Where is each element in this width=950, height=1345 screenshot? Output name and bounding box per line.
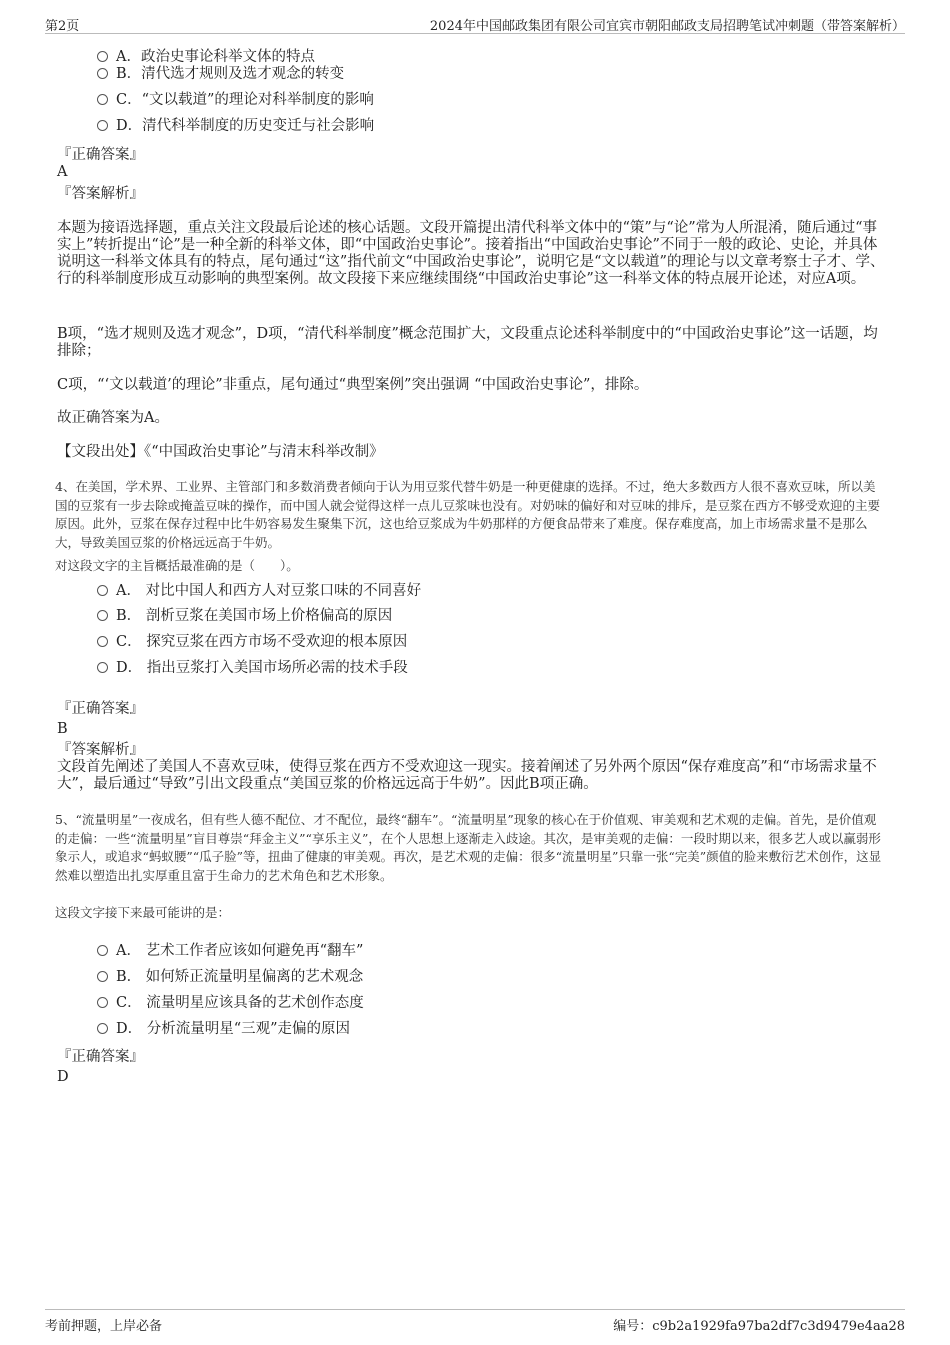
radio-icon[interactable] [97, 585, 108, 596]
q4-option-a[interactable]: A． 对比中国人和西方人对豆浆口味的不同喜好 [97, 582, 421, 600]
radio-icon[interactable] [97, 68, 108, 79]
q3-option-d[interactable]: D．清代科举制度的历史变迁与社会影响 [97, 117, 374, 135]
q5-stem: 5、“流量明星”一夜成名，但有些人德不配位、才不配位，最终“翻车”。“流量明星”现象的核心在于价值观、审美观和艺术观的走偏。首先，是价值观的走偏：一些“流量明星”盲目尊崇“拜金主义”“享乐主义”，在个人思想上逐渐走入歧途。其次，是审美观的走偏：一段时期以来，很多艺人或以赢弱形象示人，或追求“蚂蚁腰”“瓜子脸”等，扭曲了健康的审美观。再次，是艺术观的走偏：很多“流量明星”只靠一张“完美”颜值的脸来敷衍艺术创作，这显然难以塑造出扎实厚重且富于生命力的艺术角色和艺术形象。 [55, 812, 882, 883]
radio-icon[interactable] [97, 997, 108, 1008]
q5-option-a[interactable]: A． 艺术工作者应该如何避免再“翻车” [97, 942, 363, 960]
radio-icon[interactable] [97, 1023, 108, 1034]
q4-analysis: 文段首先阐述了美国人不喜欢豆味，使得豆浆在西方不受欢迎这一现实。接着阐述了另外两个原因“保存难度高”和“市场需求量不大”，最后通过“导致”引出文段重点“美国豆浆的价格远远高于牛奶”。因此B项正确。 [57, 759, 877, 792]
q5-option-b[interactable]: B． 如何矫正流量明星偏离的艺术观念 [97, 968, 363, 986]
radio-icon[interactable] [97, 945, 108, 956]
radio-icon[interactable] [97, 662, 108, 673]
q5-option-d[interactable]: D． 分析流量明星“三观”走偏的原因 [97, 1020, 350, 1038]
page-footer [45, 1309, 905, 1332]
q4-analysis-label: 『答案解析』 [57, 742, 144, 758]
radio-icon[interactable] [97, 636, 108, 647]
radio-icon[interactable] [97, 94, 108, 105]
q3-answer-label: 『正确答案』 [57, 147, 144, 163]
q3-analysis-p4: 故正确答案为A。 [57, 410, 169, 426]
footer-slogan: 考前押题，上岸必备 [45, 1319, 163, 1334]
page-header [45, 13, 905, 34]
q4-option-b[interactable]: B． 剖析豆浆在美国市场上价格偏高的原因 [97, 607, 392, 625]
q5-answer: D [57, 1069, 69, 1085]
q3-option-c[interactable]: C．“文以载道”的理论对科举制度的影响 [97, 91, 374, 109]
q5-question: 这段文字接下来最可能讲的是： [55, 905, 231, 920]
q3-source: 【文段出处】《“中国政治史事论”与清末科举改制》 [57, 444, 384, 460]
radio-icon[interactable] [97, 610, 108, 621]
page-number: 第2页 [45, 19, 80, 34]
q3-option-b[interactable]: B．清代选才规则及选才观念的转变 [97, 65, 344, 83]
radio-icon[interactable] [97, 51, 108, 62]
q3-analysis-p1: 本题为接语选择题，重点关注文段最后论述的核心话题。文段开篇提出清代科举文体中的“策”与“论”常为人所混淆，随后通过“事实上”转折提出“论”是一种全新的科举文体，即“中国政治史事论”。接着指出“中国政治史事论”不同于一般的政论、史论，并具体说明这一科举文体具有的特点，尾句通过“这”指代前文“中国政治史事论”，说明它是“文以载道”的理论与以文章考察士子才、学、行的科举制度形成互动影响的典型案例。故文段接下来应继续围绕“中国政治史事论”这一科举文体的特点展开论述，对应A项。 [57, 220, 885, 287]
document-code: 编号：c9b2a1929fa97ba2df7c3d9479e4aa28 [613, 1319, 905, 1334]
q4-answer: B [57, 721, 68, 737]
q5-option-c[interactable]: C． 流量明星应该具备的艺术创作态度 [97, 994, 364, 1012]
q3-analysis-label: 『答案解析』 [57, 186, 144, 202]
q4-option-c[interactable]: C． 探究豆浆在西方市场不受欢迎的根本原因 [97, 633, 407, 651]
q4-answer-label: 『正确答案』 [57, 701, 144, 717]
q4-question: 对这段文字的主旨概括最准确的是（ ）。 [55, 558, 299, 573]
document-title: 2024年中国邮政集团有限公司宜宾市朝阳邮政支局招聘笔试冲刺题（带答案解析） [429, 19, 905, 34]
radio-icon[interactable] [97, 120, 108, 131]
q5-answer-label: 『正确答案』 [57, 1049, 144, 1065]
q3-analysis-p3: C项，“‘文以载道’的理论”非重点，尾句通过“典型案例”突出强调 “中国政治史事论”，排除。 [57, 377, 649, 393]
radio-icon[interactable] [97, 971, 108, 982]
q3-answer: A [57, 164, 68, 180]
q3-analysis-p2: B项，“选才规则及选才观念”，D项，“清代科举制度”概念范围扩大，文段重点论述科举制度中的“中国政治史事论”这一话题，均排除； [57, 326, 878, 359]
q4-option-d[interactable]: D． 指出豆浆打入美国市场所必需的技术手段 [97, 659, 408, 677]
q4-stem: 4、在美国，学术界、工业界、主管部门和多数消费者倾向于认为用豆浆代替牛奶是一种更健康的选择。不过，绝大多数西方人很不喜欢豆味，所以美国的豆浆有一步去除或掩盖豆味的操作，而中国人就会觉得这样一点儿豆浆味也没有。对奶味的偏好和对豆味的排斥，是豆浆在西方不够受欢迎的主要原因。此外，豆浆在保存过程中比牛奶容易发生聚集下沉，这也给豆浆成为牛奶那样的方便食品带来了难度。保存难度高，加上市场需求量不是那么大，导致美国豆浆的价格远远高于牛奶。 [55, 479, 881, 550]
q3-option-a[interactable]: A．政治史事论科举文体的特点 [97, 48, 315, 66]
